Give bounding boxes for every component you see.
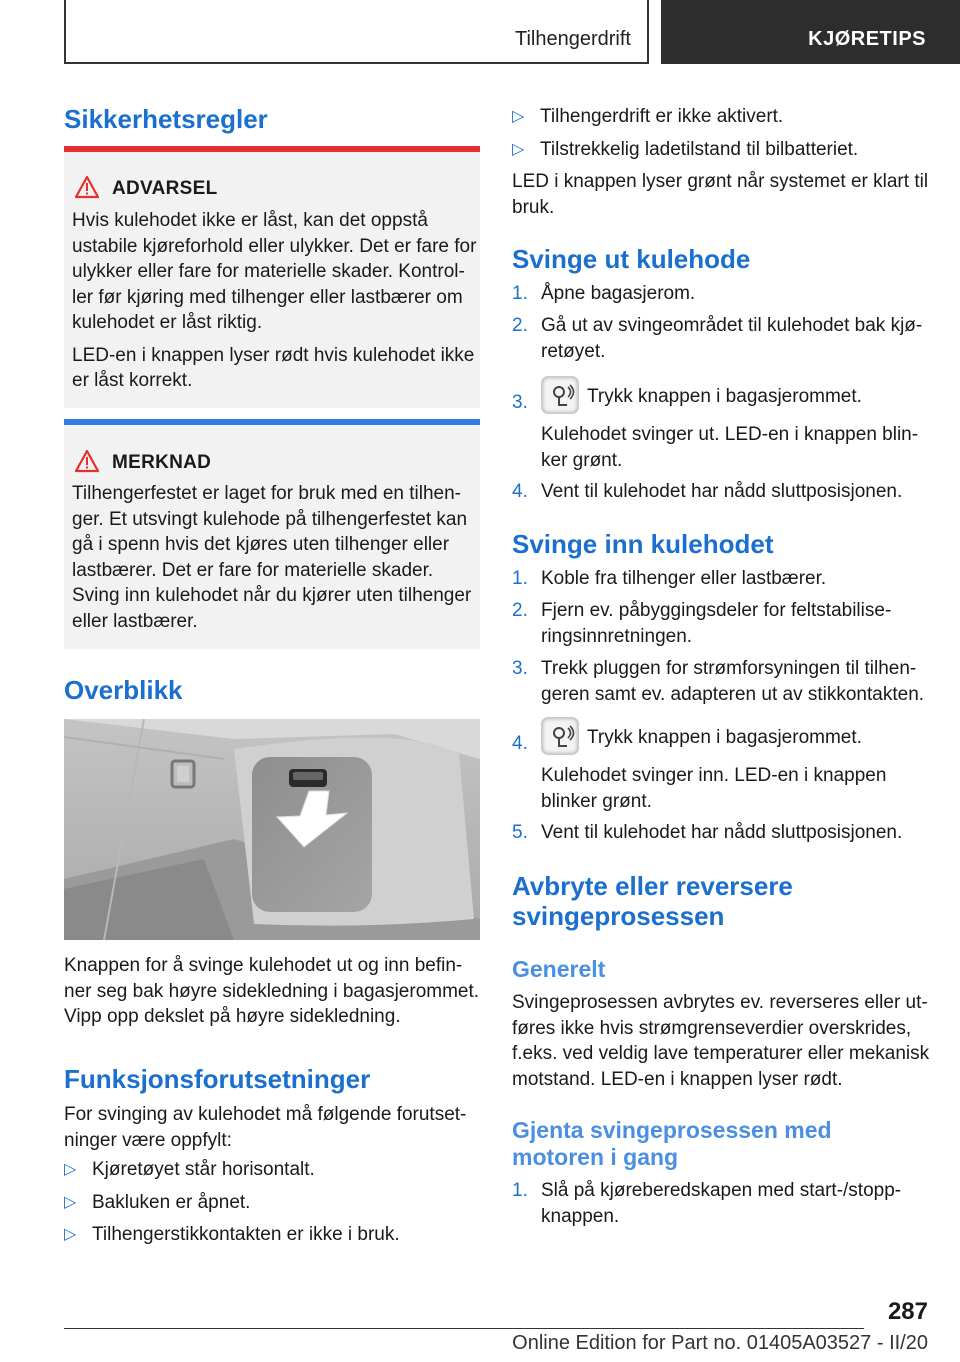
notice-label: MERKNAD bbox=[112, 452, 212, 473]
trailer-hitch-button-icon bbox=[541, 376, 579, 414]
footer-edition-text: Online Edition for Part no. 01405A03527 - II/20 bbox=[512, 1332, 928, 1354]
swing-out-heading: Svinge ut kulehode bbox=[512, 244, 751, 274]
overview-heading: Overblikk bbox=[64, 675, 183, 705]
requirements-intro: For svinging av kulehodet må følgende forutset-ninger være oppfylt: bbox=[64, 1104, 467, 1151]
trunk-illustration bbox=[64, 719, 480, 940]
warning-box bbox=[64, 146, 480, 408]
warning-paragraph: Hvis kulehodet ikke er låst, kan det oppstå ustabile kjøreforhold eller ulykker. Det er fare for ulykker eller fare for materielle skader. Kontrol-ler før kjøring med tilhenger eller lastbærer om kulehodet er låst riktig. bbox=[72, 210, 477, 333]
abort-heading-line2: svingeprosessen bbox=[512, 901, 725, 931]
safety-rules-heading: Sikkerhetsregler bbox=[64, 104, 268, 134]
header-section-title: Tilhengerdrift bbox=[515, 28, 631, 50]
warning-body bbox=[72, 208, 478, 401]
trailer-hitch-button-icon bbox=[541, 717, 579, 755]
notice-body bbox=[72, 481, 478, 641]
triangle-bullet-icon: ▷ bbox=[64, 1194, 77, 1211]
page-number: 287 bbox=[887, 1298, 928, 1325]
warning-label: ADVARSEL bbox=[112, 178, 218, 199]
notice-paragraph: Tilhengerfestet er laget for bruk med en tilhen-ger. Et utsvingt kulehode på tilhengerfestet kan gå i spenn hvis det kjøres uten tilhenger eller lastbærer. Det er fare for materielle skader. Sving inn kulehodet når du kjører uten tilhenger eller lastbærer. bbox=[72, 483, 472, 632]
triangle-bullet-icon: ▷ bbox=[512, 108, 525, 125]
abort-heading-line1: Avbryte eller reversere bbox=[512, 871, 793, 901]
header-chapter-title: KJØRETIPS bbox=[808, 28, 926, 50]
swing-in-heading: Svinge inn kulehodet bbox=[512, 529, 774, 559]
notice-box bbox=[64, 419, 480, 649]
warning-paragraph: LED-en i knappen lyser rødt hvis kulehodet ikke er låst korrekt. bbox=[72, 344, 475, 391]
notice-triangle-icon bbox=[74, 449, 100, 473]
trunk-button-photo bbox=[64, 719, 480, 940]
triangle-bullet-icon: ▷ bbox=[512, 141, 525, 158]
general-heading: Generelt bbox=[512, 956, 606, 982]
step-subtext: Kulehodet svinger inn. LED-en i knappen blinker grønt. bbox=[541, 765, 887, 812]
footer-divider bbox=[64, 1328, 864, 1329]
triangle-bullet-icon: ▷ bbox=[64, 1226, 77, 1243]
page-header bbox=[0, 0, 960, 66]
general-text: Svingeprosessen avbrytes ev. reverseres eller ut-føres ikke hvis strømgrenseverdier overskrides, f.eks. ved veldig lave temperaturer eller mekanisk motstand. LED-en i knappen lyser rødt. bbox=[512, 992, 930, 1090]
header-chapter-box bbox=[661, 0, 960, 64]
triangle-bullet-icon: ▷ bbox=[64, 1161, 77, 1178]
overview-text: Knappen for å svinge kulehodet ut og inn befin-ner seg bak høyre sidekledning i bagasjerommet. Vipp opp dekslet på høyre sidekledning. bbox=[64, 955, 480, 1027]
step-subtext: Kulehodet svinger ut. LED-en i knappen blin-ker grønt. bbox=[541, 424, 919, 471]
repeat-heading-line2: motoren i gang bbox=[512, 1144, 679, 1170]
warning-triangle-icon bbox=[74, 175, 100, 199]
repeat-heading-line1: Gjenta svingeprosessen med bbox=[512, 1117, 832, 1143]
requirements-heading: Funksjonsforutsetninger bbox=[64, 1064, 371, 1094]
led-ready-text: LED i knappen lyser grønt når systemet er klart til bruk. bbox=[512, 171, 929, 218]
header-section-box bbox=[64, 0, 649, 64]
